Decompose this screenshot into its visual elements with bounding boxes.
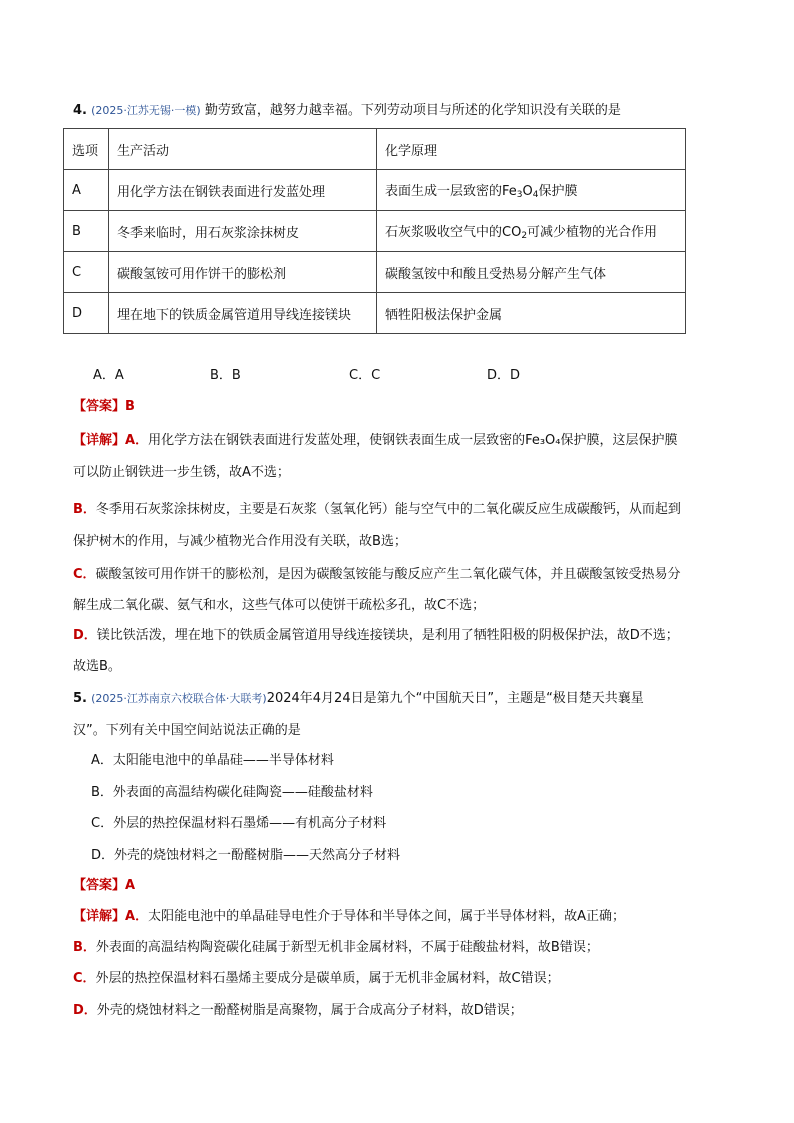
- q5-detail-line: D．外壳的烧蚀材料之一酚醛树脂是高聚物，属于合成高分子材料，故D错误；: [73, 1003, 523, 1018]
- q5-stem-text: 2024年4月24日是第九个“中国航天日”，主题是“极目楚天共襄星: [266, 691, 644, 706]
- q4-detail-line: C．碳酸氢铵可用作饼干的膨松剂，是因为碳酸氢铵能与酸反应产生二氧化碳气体，并且碳酸氢铵受热易分: [73, 567, 681, 582]
- q4-choice-d: D．D: [487, 368, 521, 383]
- answer-label: 【答案】: [73, 399, 126, 414]
- row-option: B: [64, 211, 109, 252]
- q5-number: 5.: [73, 691, 87, 706]
- row-option: D: [64, 293, 109, 334]
- q4-detail-line: 可以防止钢铁进一步生锈，故A不选；: [73, 465, 290, 480]
- row-activity: 冬季来临时，用石灰浆涂抹树皮: [109, 211, 377, 252]
- row-principle: 表面生成一层致密的$Fe_3O_4$保护膜: [377, 170, 686, 211]
- q4-detail-line: 解生成二氧化碳、氨气和水，这些气体可以使饼干疏松多孔，故C不选；: [73, 598, 486, 613]
- q4-source: (2025·江苏无锡·一模): [91, 104, 201, 117]
- q4-detail-line: 【详解】A．用化学方法在钢铁表面进行发蓝处理，使钢铁表面生成一层致密的Fe₃O₄保护膜，这层保护膜: [73, 433, 678, 448]
- row-principle: 碳酸氢铵中和酸且受热易分解产生气体: [377, 252, 686, 293]
- detail-label: 【详解】: [73, 433, 126, 448]
- q4-choice-c: C．C: [349, 368, 381, 383]
- table-row: [64, 293, 686, 334]
- table-row: [64, 252, 686, 293]
- q5-detail-line: 【详解】A．太阳能电池中的单晶硅导电性介于导体和半导体之间，属于半导体材料，故A正确；: [73, 909, 625, 924]
- q5-answer: [73, 877, 135, 894]
- header-principle: 化学原理: [377, 129, 686, 170]
- row-activity: 用化学方法在钢铁表面进行发蓝处理: [109, 170, 377, 211]
- q4-detail-line: 保护树木的作用，与减少植物光合作用没有关联，故B选；: [73, 534, 407, 549]
- detail-label: 【详解】: [73, 909, 126, 924]
- header-activity: 生产活动: [109, 129, 377, 170]
- q5-detail-line: C．外层的热控保温材料石墨烯主要成分是碳单质，属于无机非金属材料，故C错误；: [73, 971, 560, 986]
- header-option: 选项: [64, 129, 109, 170]
- table-header-row: [64, 129, 686, 170]
- q4-stem-text: 勤劳致富，越努力越幸福。下列劳动项目与所述的化学知识没有关联的是: [204, 103, 621, 118]
- answer-value: B: [125, 399, 135, 414]
- q4-detail-line: 故选B。: [73, 659, 121, 674]
- table-row: [64, 170, 686, 211]
- q5-stem-line2: 汉”。下列有关中国空间站说法正确的是: [73, 723, 301, 738]
- q5-option-a: A．太阳能电池中的单晶硅——半导体材料: [91, 753, 334, 768]
- row-option: C: [64, 252, 109, 293]
- q4-number: 4.: [73, 103, 87, 118]
- row-activity: 埋在地下的铁质金属管道用导线连接镁块: [109, 293, 377, 334]
- q5-source: (2025·江苏南京六校联合体·大联考): [91, 692, 267, 705]
- row-principle: 石灰浆吸收空气中的$CO_2$可减少植物的光合作用: [377, 211, 686, 252]
- q4-detail-line: B．冬季用石灰浆涂抹树皮，主要是石灰浆（氢氧化钙）能与空气中的二氧化碳反应生成碳酸钙，从而起到: [73, 502, 681, 517]
- q5-detail-line: B．外表面的高温结构陶瓷碳化硅属于新型无机非金属材料，不属于硅酸盐材料，故B错误；: [73, 940, 599, 955]
- q5-option-d: D．外壳的烧蚀材料之一酚醛树脂——天然高分子材料: [91, 848, 401, 863]
- q4-stem: [73, 102, 621, 119]
- q4-choice-b: B．B: [210, 368, 241, 383]
- q4-options-table: [63, 128, 686, 334]
- row-principle: 牺牲阳极法保护金属: [377, 293, 686, 334]
- table-row: [64, 211, 686, 252]
- q4-choice-a: A．A: [93, 368, 124, 383]
- q5-option-c: C．外层的热控保温材料石墨烯——有机高分子材料: [91, 816, 387, 831]
- row-option: A: [64, 170, 109, 211]
- answer-label: 【答案】: [73, 878, 126, 893]
- q4-detail-line: D．镁比铁活泼，埋在地下的铁质金属管道用导线连接镁块，是利用了牺牲阳极的阴极保护法，故D不选；: [73, 628, 679, 643]
- row-activity: 碳酸氢铵可用作饼干的膨松剂: [109, 252, 377, 293]
- answer-value: A: [125, 878, 136, 893]
- q5-option-b: B．外表面的高温结构碳化硅陶瓷——硅酸盐材料: [91, 785, 373, 800]
- q4-answer: [73, 398, 135, 415]
- q5-stem: [73, 690, 644, 707]
